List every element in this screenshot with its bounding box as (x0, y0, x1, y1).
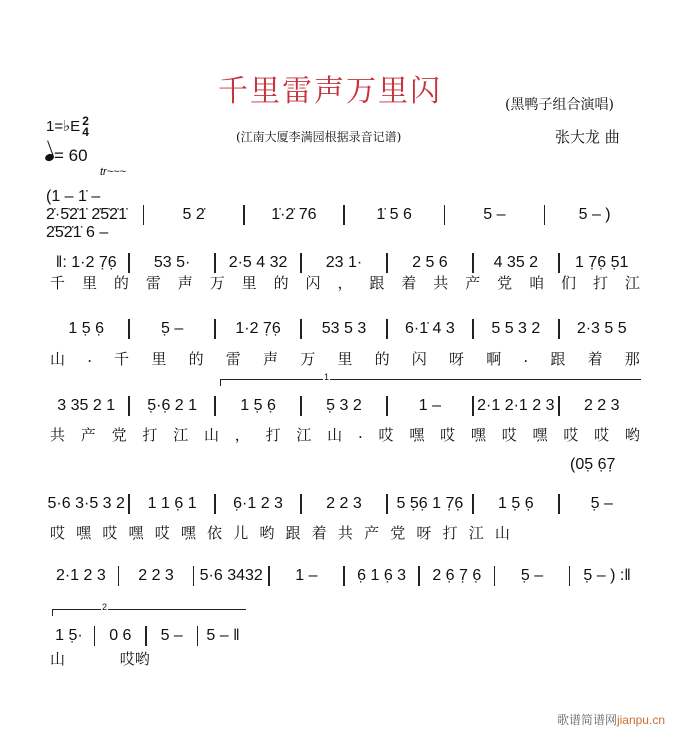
barline (300, 494, 302, 514)
lyric-char: 打 (142, 426, 158, 444)
lyric-char: 打 (442, 524, 458, 542)
barline (569, 566, 571, 586)
lyric-char: 闪 (305, 274, 321, 292)
measure: 5 2̇ (182, 206, 205, 223)
key-label: 1=♭E (46, 117, 81, 135)
measure: 2 2 3 (326, 495, 362, 512)
measure: 5 – (483, 206, 506, 223)
lyric-char: 嘿 (76, 524, 92, 542)
notation-line (46, 626, 246, 646)
barline (214, 319, 216, 339)
time-signature (82, 116, 89, 138)
lyric-char: 哎 (440, 426, 456, 444)
barline (128, 253, 130, 273)
volta-1-label: 1 (324, 372, 330, 382)
barline (418, 566, 420, 586)
tempo-value: = 60 (54, 146, 88, 165)
notation-line (46, 188, 642, 242)
barline (243, 205, 245, 225)
lyric-char: 江 (296, 426, 312, 444)
lyric-char: 闪 (411, 350, 427, 368)
barline (544, 205, 546, 225)
lyric-char: 党 (497, 274, 513, 292)
lyric-char: 里 (81, 274, 97, 292)
lyric-char: 山 (494, 524, 510, 542)
measure: 1 5̣ 6̣ (498, 495, 534, 512)
lyric-char: 产 (364, 524, 380, 542)
measure: 6̣·1 2 3 (233, 495, 283, 512)
notation-line (46, 253, 642, 273)
barline (300, 253, 302, 273)
lyric-char: 万 (300, 350, 316, 368)
measure: 5·6 3432 (199, 567, 263, 584)
lyric-char: 哎 (50, 524, 66, 542)
lyric-char: 跟 (369, 274, 385, 292)
volta-2-bracket (52, 602, 246, 616)
pickup-notes: (05̣ 6̣7̣ (570, 456, 616, 473)
measure: 6̣ 1 6̣ 3 (357, 567, 407, 584)
barline (343, 566, 345, 586)
lyric-char: 千 (50, 274, 66, 292)
lyric-char: 呀 (449, 350, 465, 368)
measure: 2·1 2 3 (55, 567, 106, 584)
lyric-char: 共 (50, 426, 66, 444)
lyric-char: 着 (401, 274, 417, 292)
measure: 2 5 6 (412, 254, 448, 271)
lyric-char: 儿 (233, 524, 249, 542)
measure: 2·1 2·1 2 3 (477, 397, 555, 414)
measure: 1·2 7̣6̣ (235, 320, 281, 337)
measure: (1 – 1̇ – 2̇·5̇2̇1̇ 2̇5̇2̇1̇ 2̇5̇2̇1̇ 6 – (46, 188, 127, 241)
measure: 5̣·6̣ 2 1 (147, 397, 198, 414)
lyric-char: 嘿 (409, 426, 425, 444)
lyric-char: 哟 (624, 426, 640, 444)
watermark (557, 711, 665, 728)
transcription-source: (江南大厦李满园根据录音记谱) (236, 130, 402, 144)
lyric-char: 山 (50, 350, 66, 368)
notation-line (46, 396, 642, 416)
measure: 2 6̣ 7̣ 6̣ (432, 567, 482, 584)
barline (145, 626, 147, 646)
notation-line (46, 566, 642, 586)
measure: 1 5̣· (55, 627, 83, 644)
measure: 53 5· (153, 254, 191, 271)
lyric-char: 跟 (285, 524, 301, 542)
measure: 1̇ 5 6 (376, 206, 412, 223)
lyrics-line (50, 348, 640, 369)
barline (558, 253, 560, 273)
measure: 5̣ – (590, 495, 613, 512)
lyric-char: 江 (173, 426, 189, 444)
barline (300, 396, 302, 416)
measure: 5̣ – (161, 320, 184, 337)
measure: 1 5̣ 6̣ (240, 397, 276, 414)
lyric-char: 的 (374, 350, 390, 368)
barline (494, 566, 496, 586)
measure: 5 – ) (578, 206, 611, 223)
lyric-char: 的 (273, 274, 289, 292)
lyric-char: 产 (80, 426, 96, 444)
barline (386, 396, 388, 416)
trill-mark: tr~~~ (100, 166, 126, 178)
volta-1-bracket (220, 372, 641, 386)
lyric-char: 共 (433, 274, 449, 292)
measure: 3 35 2 1 (57, 397, 116, 414)
measure: 2 2 3 (138, 567, 174, 584)
barline (193, 566, 195, 586)
measure: 2·3 5 5 (576, 320, 627, 337)
lyric-char: ， (337, 274, 353, 292)
lyric-char: 打 (265, 426, 281, 444)
lyric-char: 着 (587, 350, 603, 368)
barline (472, 253, 474, 273)
measure: ‖: 1·2 7̣6̣ (55, 254, 117, 271)
lyric-char: . (523, 348, 529, 366)
lyric-char: ， (234, 426, 250, 444)
measure: 4 35 2 (493, 254, 539, 271)
barline (214, 396, 216, 416)
barline (386, 253, 388, 273)
measure: 0 6 (109, 627, 132, 644)
key-signature (46, 116, 89, 138)
barline (558, 494, 560, 514)
lyric-char: 打 (592, 274, 608, 292)
lyric-char: 共 (337, 524, 353, 542)
lyric-char: 依 (207, 524, 223, 542)
lyric-char: 产 (465, 274, 481, 292)
measure: 5 – ‖ (206, 627, 240, 644)
barline (268, 566, 270, 586)
lyric-char: 江 (624, 274, 640, 292)
barline (472, 396, 474, 416)
measure: 5̣ 3 2 (326, 397, 362, 414)
lyrics-line (50, 424, 640, 445)
time-top: 2 (82, 114, 89, 128)
lyric-char: 山 (203, 426, 219, 444)
lyric-char: 山 (327, 426, 343, 444)
measure: 5̣ – ) :‖ (583, 567, 631, 584)
lyric-char: 跟 (550, 350, 566, 368)
barline (128, 494, 130, 514)
barline (558, 396, 560, 416)
lyric-char: 里 (241, 274, 257, 292)
measure: 1 – (418, 397, 442, 414)
measure: 23 1· (325, 254, 363, 271)
barline (343, 205, 345, 225)
barline (143, 205, 145, 225)
notation-line (46, 319, 642, 339)
barline (214, 253, 216, 273)
measure: 5·6 3·5 3 2 (47, 495, 125, 512)
barline (472, 494, 474, 514)
measure: 5 5̣6̣ 1 7̣6̣ (396, 495, 464, 512)
barline (214, 494, 216, 514)
barline (94, 626, 96, 646)
measure: 5̣ – (520, 567, 544, 584)
lyric-char: 哎 (378, 426, 394, 444)
measure: 1 5̣ 6̣ (68, 320, 104, 337)
lyric-char: . (357, 424, 363, 442)
barline (128, 396, 130, 416)
barline (300, 319, 302, 339)
lyric-char: 咱 (529, 274, 545, 292)
measure: 1 7̣6̣ 5̣1 (575, 254, 629, 271)
time-bottom: 4 (82, 125, 89, 139)
lyric-char: 哎 (154, 524, 170, 542)
lyric-char: 里 (151, 350, 167, 368)
measure: 2·5 4 32 (228, 254, 288, 271)
barline (444, 205, 446, 225)
volta-2-label: 2 (102, 602, 108, 612)
barline (386, 319, 388, 339)
watermark-en: jianpu.cn (616, 713, 665, 727)
lyric-char: 的 (188, 350, 204, 368)
measure: 5 – (160, 627, 183, 644)
lyric-char: 雷 (225, 350, 241, 368)
lyric-char: 那 (624, 350, 640, 368)
lyric-char: 哎 (594, 426, 610, 444)
measure: 5 5 3 2 (491, 320, 541, 337)
song-title: 千里雷声万里闪 (218, 74, 442, 109)
barline (558, 319, 560, 339)
measure: 6·1̇ 4 3 (404, 320, 455, 337)
lyric-char: 党 (390, 524, 406, 542)
lyric-char: 党 (111, 426, 127, 444)
lyric-char: 雷 (145, 274, 161, 292)
lyric-char: 嘿 (532, 426, 548, 444)
notation-line (46, 494, 642, 514)
barline (118, 566, 120, 586)
lyric-char: 哎 (501, 426, 517, 444)
singer-credit: (黑鸭子组合演唱) (505, 97, 614, 113)
measure: 53 5 3 (321, 320, 367, 337)
lyric-char: 万 (209, 274, 225, 292)
lyrics-line: 山 哎哟 (50, 650, 150, 668)
lyric-char: 们 (561, 274, 577, 292)
lyric-char: 呀 (416, 524, 432, 542)
measure: 1̇·2̇ 76 (271, 206, 317, 223)
lyric-char: 声 (177, 274, 193, 292)
measure: 1 1 6̣ 1 (147, 495, 197, 512)
lyric-char: 哟 (259, 524, 275, 542)
barline (128, 319, 130, 339)
watermark-cn: 歌谱简谱网 (556, 713, 617, 727)
barline (386, 494, 388, 514)
lyric-char: 的 (113, 274, 129, 292)
measure: 1 – (295, 567, 318, 584)
lyric-char: 嘿 (128, 524, 144, 542)
lyric-char: 千 (114, 350, 130, 368)
composer-credit: 张大龙 曲 (555, 128, 620, 146)
lyric-char: 着 (311, 524, 327, 542)
lyrics-line (50, 522, 510, 543)
lyric-char: 哎 (563, 426, 579, 444)
barline (197, 626, 199, 646)
lyric-char: 嘿 (470, 426, 486, 444)
measure: 2 2 3 (583, 397, 620, 414)
lyric-char: 江 (468, 524, 484, 542)
lyrics-line (50, 272, 640, 293)
lyric-char: . (87, 348, 92, 366)
lyric-char: 里 (337, 350, 353, 368)
lyric-char: 声 (262, 350, 278, 368)
barline (472, 319, 474, 339)
lyric-char: 嘿 (180, 524, 196, 542)
lyric-char: 啊 (486, 350, 502, 368)
tempo-marking (45, 146, 88, 166)
lyric-char: 哎 (102, 524, 118, 542)
